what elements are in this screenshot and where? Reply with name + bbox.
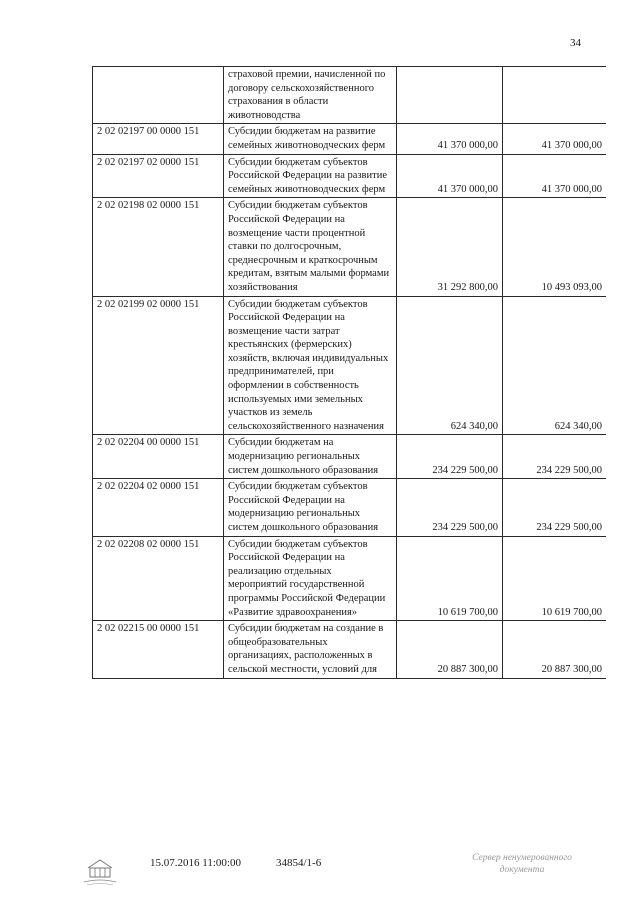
row-value-2: 234 229 500,00 — [503, 479, 607, 536]
row-code: 2 02 02208 02 0000 151 — [93, 536, 224, 621]
row-description: Субсидии бюджетам субъектов Российской Федерации на возмещение части затрат крестьянских (фермерских) хозяйств, включая индивидуальных предпринимателей, при оформлении в собственность используемых ими земельных участков из земель сельскохозяйственного назначения — [224, 296, 397, 435]
watermark-line-2: документа — [499, 865, 545, 875]
row-description: Субсидии бюджетам субъектов Российской Федерации на реализацию отдельных мероприятий государственной программы Российской Федерации «Развитие здравоохранения» — [224, 536, 397, 621]
table-row — [93, 198, 607, 296]
row-code: 2 02 02199 02 0000 151 — [93, 296, 224, 435]
table-row — [93, 536, 607, 621]
row-value-1: 624 340,00 — [397, 296, 503, 435]
row-value-1: 234 229 500,00 — [397, 479, 503, 536]
footer-watermark — [432, 852, 612, 876]
row-value-1: 234 229 500,00 — [397, 435, 503, 479]
row-value-2: 20 887 300,00 — [503, 621, 607, 678]
row-value-1: 31 292 800,00 — [397, 198, 503, 296]
row-code — [93, 67, 224, 124]
table-row — [93, 296, 607, 435]
row-code: 2 02 02204 00 0000 151 — [93, 435, 224, 479]
row-value-2 — [503, 67, 607, 124]
budget-table — [92, 66, 606, 679]
row-code: 2 02 02204 02 0000 151 — [93, 479, 224, 536]
table-row — [93, 124, 607, 154]
row-code: 2 02 02198 02 0000 151 — [93, 198, 224, 296]
row-value-1: 41 370 000,00 — [397, 154, 503, 198]
table-row — [93, 67, 607, 124]
row-description: Субсидии бюджетам субъектов Российской Федерации на возмещение части процентной ставки по долгосрочным, среднесрочным и краткосрочным кредитам, взятым малыми формами хозяйствования — [224, 198, 397, 296]
row-code: 2 02 02215 00 0000 151 — [93, 621, 224, 678]
watermark-line-1: Сервер ненумерованного — [472, 853, 572, 863]
row-value-2: 624 340,00 — [503, 296, 607, 435]
footer-doc-number: 34854/1-6 — [276, 857, 322, 869]
row-value-2: 10 493 093,00 — [503, 198, 607, 296]
footer-date: 15.07.2016 11:00:00 — [150, 857, 241, 869]
row-value-2: 41 370 000,00 — [503, 154, 607, 198]
row-description: страховой премии, начисленной по договору сельскохозяйственного страхования в области животноводства — [224, 67, 397, 124]
row-description: Субсидии бюджетам на создание в общеобразовательных организациях, расположенных в сельской местности, условий для — [224, 621, 397, 678]
row-value-2: 234 229 500,00 — [503, 435, 607, 479]
table-row — [93, 154, 607, 198]
row-value-1: 10 619 700,00 — [397, 536, 503, 621]
row-value-1: 41 370 000,00 — [397, 124, 503, 154]
row-code: 2 02 02197 00 0000 151 — [93, 124, 224, 154]
row-code: 2 02 02197 02 0000 151 — [93, 154, 224, 198]
table-row — [93, 435, 607, 479]
row-description: Субсидии бюджетам на развитие семейных животноводческих ферм — [224, 124, 397, 154]
budget-table-container — [92, 66, 606, 844]
row-value-1 — [397, 67, 503, 124]
stamp-icon — [78, 854, 122, 888]
row-description: Субсидии бюджетам субъектов Российской Федерации на модернизацию региональных систем дошкольного образования — [224, 479, 397, 536]
row-description: Субсидии бюджетам на модернизацию региональных систем дошкольного образования — [224, 435, 397, 479]
row-description: Субсидии бюджетам субъектов Российской Федерации на развитие семейных животноводческих ферм — [224, 154, 397, 198]
row-value-2: 41 370 000,00 — [503, 124, 607, 154]
row-value-2: 10 619 700,00 — [503, 536, 607, 621]
table-row — [93, 621, 607, 678]
row-value-1: 20 887 300,00 — [397, 621, 503, 678]
table-row — [93, 479, 607, 536]
page-number: 34 — [570, 37, 581, 49]
